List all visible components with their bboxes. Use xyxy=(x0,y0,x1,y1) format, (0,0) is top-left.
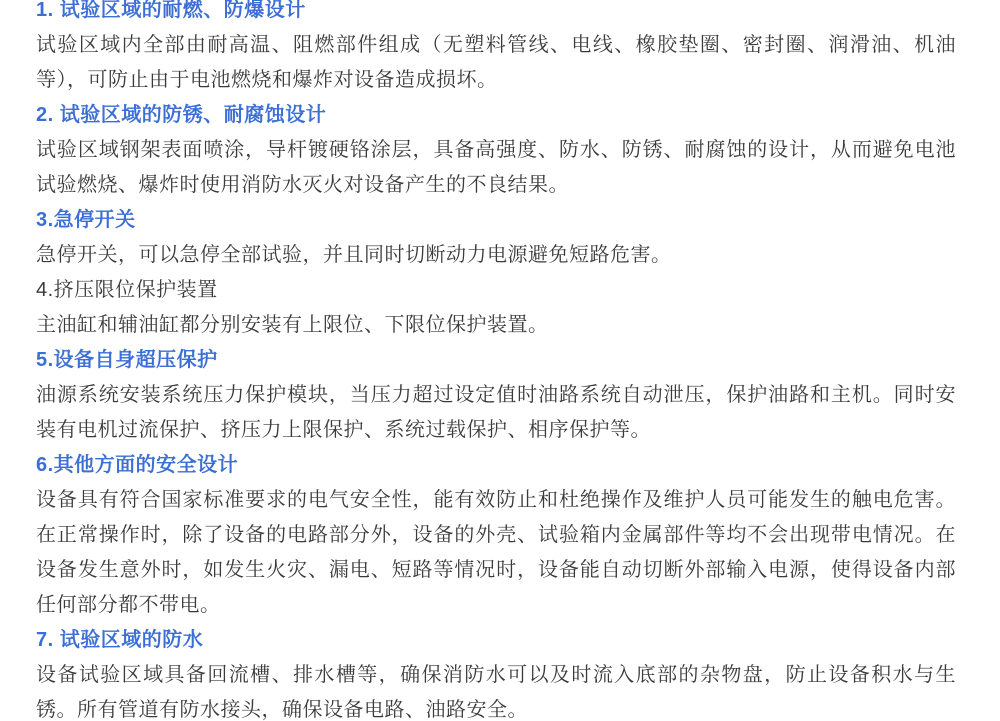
section-other-safety-design xyxy=(36,448,956,623)
section-waterproof-design xyxy=(36,623,956,721)
section-rust-corrosion-design xyxy=(36,98,956,203)
section-body: 试验区域内全部由耐高温、阻燃部件组成（无塑料管线、电线、橡胶垫圈、密封圈、润滑油、机油等），可防止由于电池燃烧和爆炸对设备造成损坏。 xyxy=(36,34,956,91)
section-heading: 2. 试验区域的防锈、耐腐蚀设计 xyxy=(36,104,327,126)
section-heading: 7. 试验区域的防水 xyxy=(36,629,204,651)
section-body: 设备试验区域具备回流槽、排水槽等，确保消防水可以及时流入底部的杂物盘，防止设备积水与生锈。所有管道有防水接头，确保设备电路、油路安全。 xyxy=(36,664,956,721)
section-overpressure-protection xyxy=(36,343,956,448)
section-body: 设备具有符合国家标准要求的电气安全性，能有效防止和杜绝操作及维护人员可能发生的触电危害。在正常操作时，除了设备的电路部分外，设备的外壳、试验箱内金属部件等均不会出现带电情况。在设备发生意外时，如发生火灾、漏电、短路等情况时，设备能自动切断外部输入电源，使得设备内部任何部分都不带电。 xyxy=(36,489,956,616)
section-limit-protection xyxy=(36,273,956,343)
section-emergency-stop xyxy=(36,203,956,273)
document-content xyxy=(36,0,956,721)
section-heading: 6.其他方面的安全设计 xyxy=(36,454,239,476)
section-heading: 5.设备自身超压保护 xyxy=(36,349,218,371)
section-body: 急停开关，可以急停全部试验，并且同时切断动力电源避免短路危害。 xyxy=(36,244,672,266)
section-heading: 1. 试验区域的耐燃、防爆设计 xyxy=(36,0,306,21)
section-heading: 3.急停开关 xyxy=(36,209,136,231)
section-fire-explosion-design xyxy=(36,0,956,98)
section-heading: 4.挤压限位保护装置 xyxy=(36,279,218,301)
section-body: 主油缸和辅油缸都分别安装有上限位、下限位保护装置。 xyxy=(36,314,549,336)
section-body: 油源系统安装系统压力保护模块，当压力超过设定值时油路系统自动泄压，保护油路和主机。同时安装有电机过流保护、挤压力上限保护、系统过载保护、相序保护等。 xyxy=(36,384,956,441)
section-body: 试验区域钢架表面喷涂，导杆镀硬铬涂层，具备高强度、防水、防锈、耐腐蚀的设计，从而避免电池试验燃烧、爆炸时使用消防水灭火对设备产生的不良结果。 xyxy=(36,139,956,196)
